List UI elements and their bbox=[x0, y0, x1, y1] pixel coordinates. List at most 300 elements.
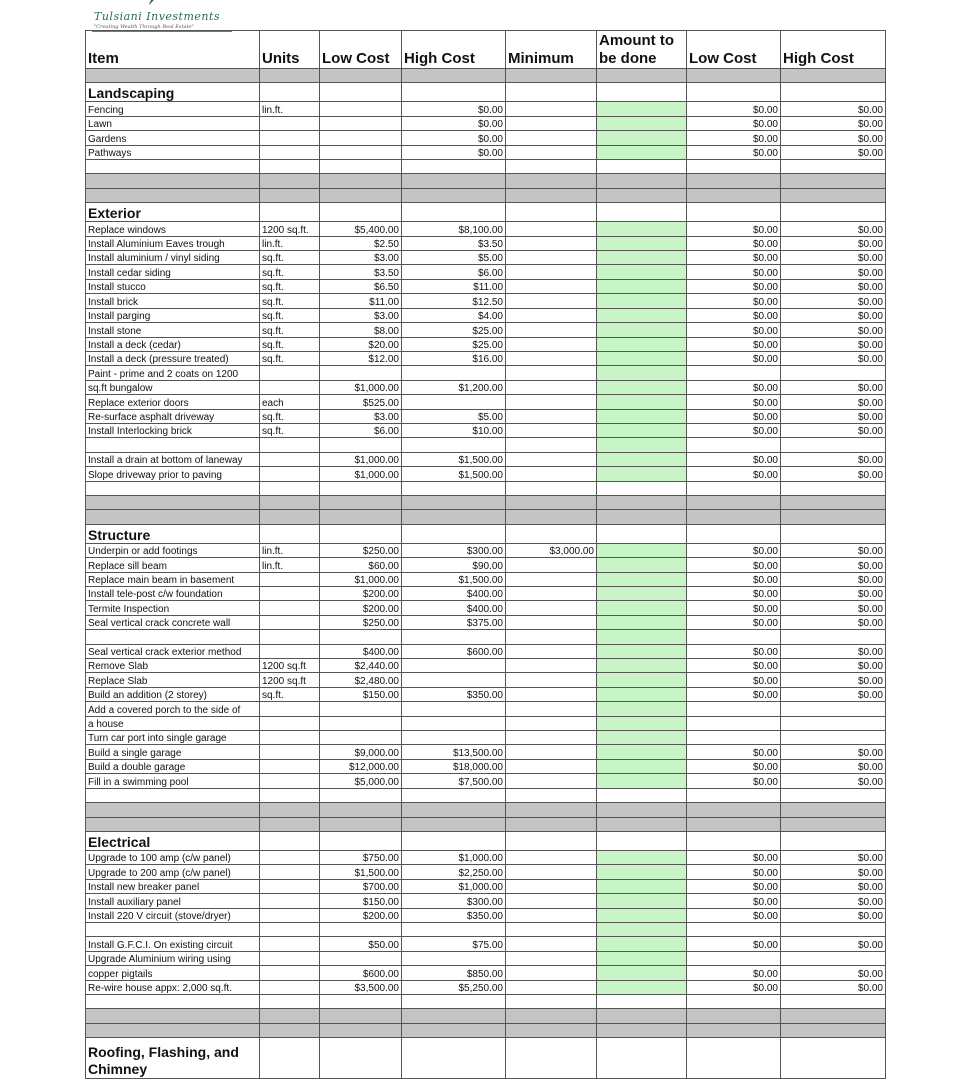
total-low-cell[interactable]: $0.00 bbox=[687, 601, 781, 615]
cell[interactable] bbox=[781, 1023, 886, 1037]
total-low-cell[interactable]: $0.00 bbox=[687, 423, 781, 437]
amount-input-cell[interactable] bbox=[597, 116, 687, 130]
cell[interactable] bbox=[86, 1023, 260, 1037]
amount-input-cell[interactable] bbox=[597, 615, 687, 629]
cell[interactable] bbox=[86, 1009, 260, 1023]
total-high-cell[interactable] bbox=[781, 716, 886, 730]
item-cell[interactable]: Gardens bbox=[86, 131, 260, 145]
cell[interactable] bbox=[86, 994, 260, 1008]
amount-input-cell[interactable] bbox=[597, 351, 687, 365]
cell[interactable] bbox=[402, 83, 506, 102]
total-high-cell[interactable]: $0.00 bbox=[781, 294, 886, 308]
item-cell[interactable]: Replace windows bbox=[86, 222, 260, 236]
low-cost-cell[interactable] bbox=[320, 145, 402, 159]
low-cost-cell[interactable]: $700.00 bbox=[320, 879, 402, 893]
cell[interactable] bbox=[320, 174, 402, 188]
total-high-cell[interactable]: $0.00 bbox=[781, 467, 886, 481]
total-low-cell[interactable]: $0.00 bbox=[687, 308, 781, 322]
units-cell[interactable] bbox=[260, 702, 320, 716]
amount-input-cell[interactable] bbox=[597, 145, 687, 159]
cell[interactable] bbox=[506, 1023, 597, 1037]
cell[interactable] bbox=[506, 69, 597, 83]
low-cost-cell[interactable] bbox=[320, 438, 402, 452]
low-cost-cell[interactable]: $525.00 bbox=[320, 395, 402, 409]
minimum-cell[interactable] bbox=[506, 759, 597, 773]
high-cost-cell[interactable]: $400.00 bbox=[402, 601, 506, 615]
total-low-cell[interactable] bbox=[687, 731, 781, 745]
units-cell[interactable] bbox=[260, 850, 320, 864]
cell[interactable] bbox=[506, 188, 597, 202]
cell[interactable] bbox=[86, 788, 260, 802]
total-high-cell[interactable]: $0.00 bbox=[781, 572, 886, 586]
units-cell[interactable] bbox=[260, 131, 320, 145]
cell[interactable] bbox=[597, 788, 687, 802]
cell[interactable] bbox=[402, 831, 506, 850]
units-cell[interactable]: sq.ft. bbox=[260, 265, 320, 279]
total-high-cell[interactable]: $0.00 bbox=[781, 644, 886, 658]
item-cell[interactable]: sq.ft bungalow bbox=[86, 380, 260, 394]
units-cell[interactable] bbox=[260, 615, 320, 629]
total-high-cell[interactable] bbox=[781, 731, 886, 745]
minimum-cell[interactable] bbox=[506, 222, 597, 236]
high-cost-cell[interactable] bbox=[402, 659, 506, 673]
total-low-cell[interactable]: $0.00 bbox=[687, 659, 781, 673]
minimum-cell[interactable] bbox=[506, 980, 597, 994]
total-high-cell[interactable]: $0.00 bbox=[781, 759, 886, 773]
cell[interactable] bbox=[320, 188, 402, 202]
total-low-cell[interactable]: $0.00 bbox=[687, 980, 781, 994]
units-cell[interactable]: sq.ft. bbox=[260, 294, 320, 308]
cell[interactable] bbox=[687, 188, 781, 202]
amount-input-cell[interactable] bbox=[597, 337, 687, 351]
cell[interactable] bbox=[597, 831, 687, 850]
column-header[interactable]: Units bbox=[260, 31, 320, 69]
cell[interactable] bbox=[402, 803, 506, 817]
item-cell[interactable]: Termite Inspection bbox=[86, 601, 260, 615]
section-title[interactable]: Structure bbox=[86, 524, 260, 543]
low-cost-cell[interactable]: $5,000.00 bbox=[320, 774, 402, 788]
total-low-cell[interactable]: $0.00 bbox=[687, 572, 781, 586]
total-low-cell[interactable]: $0.00 bbox=[687, 966, 781, 980]
amount-input-cell[interactable] bbox=[597, 222, 687, 236]
item-cell[interactable] bbox=[86, 922, 260, 936]
cell[interactable] bbox=[687, 803, 781, 817]
item-cell[interactable]: Remove Slab bbox=[86, 659, 260, 673]
total-low-cell[interactable]: $0.00 bbox=[687, 937, 781, 951]
high-cost-cell[interactable]: $600.00 bbox=[402, 644, 506, 658]
cell[interactable] bbox=[402, 510, 506, 524]
total-low-cell[interactable]: $0.00 bbox=[687, 452, 781, 466]
high-cost-cell[interactable]: $1,000.00 bbox=[402, 879, 506, 893]
high-cost-cell[interactable] bbox=[402, 731, 506, 745]
high-cost-cell[interactable] bbox=[402, 438, 506, 452]
cell[interactable] bbox=[506, 83, 597, 102]
minimum-cell[interactable] bbox=[506, 265, 597, 279]
minimum-cell[interactable] bbox=[506, 879, 597, 893]
high-cost-cell[interactable]: $300.00 bbox=[402, 894, 506, 908]
low-cost-cell[interactable]: $3,500.00 bbox=[320, 980, 402, 994]
total-low-cell[interactable]: $0.00 bbox=[687, 879, 781, 893]
cell[interactable] bbox=[597, 524, 687, 543]
minimum-cell[interactable] bbox=[506, 467, 597, 481]
amount-input-cell[interactable] bbox=[597, 423, 687, 437]
units-cell[interactable] bbox=[260, 116, 320, 130]
cell[interactable] bbox=[597, 495, 687, 509]
amount-input-cell[interactable] bbox=[597, 894, 687, 908]
amount-input-cell[interactable] bbox=[597, 759, 687, 773]
cell[interactable] bbox=[402, 817, 506, 831]
low-cost-cell[interactable]: $1,000.00 bbox=[320, 380, 402, 394]
cell[interactable] bbox=[260, 203, 320, 222]
amount-input-cell[interactable] bbox=[597, 966, 687, 980]
total-low-cell[interactable]: $0.00 bbox=[687, 131, 781, 145]
amount-input-cell[interactable] bbox=[597, 716, 687, 730]
cell[interactable] bbox=[781, 788, 886, 802]
units-cell[interactable] bbox=[260, 966, 320, 980]
high-cost-cell[interactable]: $2,250.00 bbox=[402, 865, 506, 879]
low-cost-cell[interactable]: $3.00 bbox=[320, 251, 402, 265]
cell[interactable] bbox=[320, 83, 402, 102]
cell[interactable] bbox=[402, 481, 506, 495]
units-cell[interactable] bbox=[260, 937, 320, 951]
total-low-cell[interactable]: $0.00 bbox=[687, 337, 781, 351]
low-cost-cell[interactable]: $3.00 bbox=[320, 308, 402, 322]
units-cell[interactable]: 1200 sq.ft bbox=[260, 673, 320, 687]
cell[interactable] bbox=[597, 174, 687, 188]
total-low-cell[interactable] bbox=[687, 951, 781, 965]
minimum-cell[interactable] bbox=[506, 380, 597, 394]
cell[interactable] bbox=[781, 1038, 886, 1079]
item-cell[interactable]: Install Interlocking brick bbox=[86, 423, 260, 437]
cell[interactable] bbox=[86, 69, 260, 83]
cell[interactable] bbox=[320, 803, 402, 817]
cell[interactable] bbox=[402, 994, 506, 1008]
cell[interactable] bbox=[687, 817, 781, 831]
cell[interactable] bbox=[320, 69, 402, 83]
low-cost-cell[interactable]: $1,000.00 bbox=[320, 572, 402, 586]
low-cost-cell[interactable]: $2,480.00 bbox=[320, 673, 402, 687]
item-cell[interactable]: Install a deck (pressure treated) bbox=[86, 351, 260, 365]
item-cell[interactable]: Seal vertical crack exterior method bbox=[86, 644, 260, 658]
total-low-cell[interactable] bbox=[687, 630, 781, 644]
amount-input-cell[interactable] bbox=[597, 687, 687, 701]
units-cell[interactable]: sq.ft. bbox=[260, 351, 320, 365]
cell[interactable] bbox=[260, 481, 320, 495]
low-cost-cell[interactable]: $250.00 bbox=[320, 615, 402, 629]
high-cost-cell[interactable]: $4.00 bbox=[402, 308, 506, 322]
units-cell[interactable] bbox=[260, 759, 320, 773]
minimum-cell[interactable] bbox=[506, 922, 597, 936]
total-high-cell[interactable]: $0.00 bbox=[781, 908, 886, 922]
cell[interactable] bbox=[402, 788, 506, 802]
minimum-cell[interactable] bbox=[506, 894, 597, 908]
cell[interactable] bbox=[597, 188, 687, 202]
units-cell[interactable] bbox=[260, 879, 320, 893]
high-cost-cell[interactable]: $0.00 bbox=[402, 116, 506, 130]
high-cost-cell[interactable] bbox=[402, 951, 506, 965]
total-high-cell[interactable]: $0.00 bbox=[781, 659, 886, 673]
minimum-cell[interactable] bbox=[506, 745, 597, 759]
cell[interactable] bbox=[320, 481, 402, 495]
amount-input-cell[interactable] bbox=[597, 673, 687, 687]
amount-input-cell[interactable] bbox=[597, 587, 687, 601]
high-cost-cell[interactable]: $1,200.00 bbox=[402, 380, 506, 394]
cell[interactable] bbox=[402, 203, 506, 222]
amount-input-cell[interactable] bbox=[597, 745, 687, 759]
units-cell[interactable]: sq.ft. bbox=[260, 279, 320, 293]
item-cell[interactable]: Install parging bbox=[86, 308, 260, 322]
cell[interactable] bbox=[402, 1009, 506, 1023]
cell[interactable] bbox=[781, 994, 886, 1008]
item-cell[interactable]: Install auxiliary panel bbox=[86, 894, 260, 908]
cell[interactable] bbox=[402, 1023, 506, 1037]
cell[interactable] bbox=[687, 831, 781, 850]
item-cell[interactable]: Upgrade to 100 amp (c/w panel) bbox=[86, 850, 260, 864]
amount-input-cell[interactable] bbox=[597, 659, 687, 673]
high-cost-cell[interactable]: $0.00 bbox=[402, 102, 506, 116]
total-high-cell[interactable] bbox=[781, 630, 886, 644]
cell[interactable] bbox=[506, 495, 597, 509]
total-high-cell[interactable]: $0.00 bbox=[781, 850, 886, 864]
amount-input-cell[interactable] bbox=[597, 308, 687, 322]
units-cell[interactable] bbox=[260, 452, 320, 466]
cell[interactable] bbox=[597, 83, 687, 102]
high-cost-cell[interactable] bbox=[402, 716, 506, 730]
high-cost-cell[interactable]: $1,500.00 bbox=[402, 467, 506, 481]
cell[interactable] bbox=[506, 160, 597, 174]
cell[interactable] bbox=[506, 174, 597, 188]
minimum-cell[interactable] bbox=[506, 731, 597, 745]
cell[interactable] bbox=[687, 788, 781, 802]
cell[interactable] bbox=[402, 524, 506, 543]
high-cost-cell[interactable]: $11.00 bbox=[402, 279, 506, 293]
units-cell[interactable] bbox=[260, 630, 320, 644]
item-cell[interactable]: Upgrade to 200 amp (c/w panel) bbox=[86, 865, 260, 879]
total-low-cell[interactable]: $0.00 bbox=[687, 543, 781, 557]
total-low-cell[interactable]: $0.00 bbox=[687, 850, 781, 864]
cell[interactable] bbox=[687, 510, 781, 524]
column-header[interactable]: Low Cost bbox=[320, 31, 402, 69]
amount-input-cell[interactable] bbox=[597, 937, 687, 951]
units-cell[interactable]: sq.ft. bbox=[260, 308, 320, 322]
high-cost-cell[interactable]: $7,500.00 bbox=[402, 774, 506, 788]
cell[interactable] bbox=[260, 495, 320, 509]
low-cost-cell[interactable]: $60.00 bbox=[320, 558, 402, 572]
cell[interactable] bbox=[260, 188, 320, 202]
units-cell[interactable] bbox=[260, 731, 320, 745]
amount-input-cell[interactable] bbox=[597, 395, 687, 409]
cell[interactable] bbox=[781, 803, 886, 817]
high-cost-cell[interactable]: $1,500.00 bbox=[402, 572, 506, 586]
high-cost-cell[interactable]: $375.00 bbox=[402, 615, 506, 629]
item-cell[interactable]: Install brick bbox=[86, 294, 260, 308]
units-cell[interactable] bbox=[260, 908, 320, 922]
minimum-cell[interactable] bbox=[506, 644, 597, 658]
units-cell[interactable] bbox=[260, 980, 320, 994]
total-high-cell[interactable]: $0.00 bbox=[781, 251, 886, 265]
cell[interactable] bbox=[506, 510, 597, 524]
amount-input-cell[interactable] bbox=[597, 951, 687, 965]
minimum-cell[interactable] bbox=[506, 966, 597, 980]
total-low-cell[interactable]: $0.00 bbox=[687, 558, 781, 572]
low-cost-cell[interactable]: $9,000.00 bbox=[320, 745, 402, 759]
minimum-cell[interactable] bbox=[506, 251, 597, 265]
units-cell[interactable]: sq.ft. bbox=[260, 687, 320, 701]
amount-input-cell[interactable] bbox=[597, 438, 687, 452]
total-high-cell[interactable] bbox=[781, 366, 886, 380]
column-header[interactable]: Minimum bbox=[506, 31, 597, 69]
cell[interactable] bbox=[687, 203, 781, 222]
amount-input-cell[interactable] bbox=[597, 850, 687, 864]
high-cost-cell[interactable]: $18,000.00 bbox=[402, 759, 506, 773]
item-cell[interactable]: Install stone bbox=[86, 323, 260, 337]
total-high-cell[interactable]: $0.00 bbox=[781, 351, 886, 365]
item-cell[interactable]: Install aluminium / vinyl siding bbox=[86, 251, 260, 265]
item-cell[interactable]: Install G.F.C.I. On existing circuit bbox=[86, 937, 260, 951]
cell[interactable] bbox=[320, 994, 402, 1008]
minimum-cell[interactable] bbox=[506, 294, 597, 308]
amount-input-cell[interactable] bbox=[597, 774, 687, 788]
cell[interactable] bbox=[86, 174, 260, 188]
high-cost-cell[interactable]: $16.00 bbox=[402, 351, 506, 365]
minimum-cell[interactable] bbox=[506, 438, 597, 452]
cell[interactable] bbox=[260, 83, 320, 102]
low-cost-cell[interactable]: $12.00 bbox=[320, 351, 402, 365]
cell[interactable] bbox=[597, 994, 687, 1008]
high-cost-cell[interactable]: $350.00 bbox=[402, 908, 506, 922]
column-header[interactable]: High Cost bbox=[402, 31, 506, 69]
cell[interactable] bbox=[260, 1038, 320, 1079]
cell[interactable] bbox=[781, 524, 886, 543]
amount-input-cell[interactable] bbox=[597, 558, 687, 572]
item-cell[interactable]: Install a drain at bottom of laneway bbox=[86, 452, 260, 466]
total-high-cell[interactable]: $0.00 bbox=[781, 601, 886, 615]
units-cell[interactable]: sq.ft. bbox=[260, 409, 320, 423]
minimum-cell[interactable] bbox=[506, 452, 597, 466]
units-cell[interactable] bbox=[260, 366, 320, 380]
total-high-cell[interactable]: $0.00 bbox=[781, 323, 886, 337]
units-cell[interactable] bbox=[260, 716, 320, 730]
total-low-cell[interactable] bbox=[687, 702, 781, 716]
high-cost-cell[interactable]: $75.00 bbox=[402, 937, 506, 951]
cell[interactable] bbox=[687, 1009, 781, 1023]
minimum-cell[interactable] bbox=[506, 323, 597, 337]
minimum-cell[interactable] bbox=[506, 409, 597, 423]
column-header[interactable]: High Cost bbox=[781, 31, 886, 69]
column-header[interactable]: Item bbox=[86, 31, 260, 69]
total-high-cell[interactable]: $0.00 bbox=[781, 279, 886, 293]
minimum-cell[interactable] bbox=[506, 937, 597, 951]
cell[interactable] bbox=[320, 160, 402, 174]
total-low-cell[interactable] bbox=[687, 366, 781, 380]
units-cell[interactable]: sq.ft. bbox=[260, 323, 320, 337]
total-high-cell[interactable] bbox=[781, 951, 886, 965]
minimum-cell[interactable] bbox=[506, 850, 597, 864]
amount-input-cell[interactable] bbox=[597, 380, 687, 394]
cell[interactable] bbox=[781, 174, 886, 188]
item-cell[interactable]: Underpin or add footings bbox=[86, 543, 260, 557]
total-high-cell[interactable]: $0.00 bbox=[781, 966, 886, 980]
units-cell[interactable]: sq.ft. bbox=[260, 423, 320, 437]
cell[interactable] bbox=[506, 994, 597, 1008]
cell[interactable] bbox=[260, 1023, 320, 1037]
total-high-cell[interactable]: $0.00 bbox=[781, 423, 886, 437]
cell[interactable] bbox=[86, 803, 260, 817]
low-cost-cell[interactable] bbox=[320, 630, 402, 644]
total-low-cell[interactable]: $0.00 bbox=[687, 380, 781, 394]
cell[interactable] bbox=[781, 495, 886, 509]
item-cell[interactable] bbox=[86, 438, 260, 452]
total-low-cell[interactable]: $0.00 bbox=[687, 644, 781, 658]
total-high-cell[interactable]: $0.00 bbox=[781, 543, 886, 557]
amount-input-cell[interactable] bbox=[597, 644, 687, 658]
total-high-cell[interactable]: $0.00 bbox=[781, 395, 886, 409]
cell[interactable] bbox=[687, 174, 781, 188]
total-low-cell[interactable]: $0.00 bbox=[687, 587, 781, 601]
amount-input-cell[interactable] bbox=[597, 731, 687, 745]
cell[interactable] bbox=[320, 1009, 402, 1023]
amount-input-cell[interactable] bbox=[597, 908, 687, 922]
item-cell[interactable] bbox=[86, 630, 260, 644]
total-low-cell[interactable] bbox=[687, 438, 781, 452]
item-cell[interactable]: Build an addition (2 storey) bbox=[86, 687, 260, 701]
units-cell[interactable]: lin.ft. bbox=[260, 558, 320, 572]
high-cost-cell[interactable]: $6.00 bbox=[402, 265, 506, 279]
units-cell[interactable] bbox=[260, 644, 320, 658]
cell[interactable] bbox=[260, 817, 320, 831]
high-cost-cell[interactable] bbox=[402, 366, 506, 380]
low-cost-cell[interactable]: $200.00 bbox=[320, 908, 402, 922]
units-cell[interactable]: lin.ft. bbox=[260, 236, 320, 250]
cell[interactable] bbox=[597, 1009, 687, 1023]
total-low-cell[interactable]: $0.00 bbox=[687, 294, 781, 308]
low-cost-cell[interactable]: $8.00 bbox=[320, 323, 402, 337]
high-cost-cell[interactable]: $350.00 bbox=[402, 687, 506, 701]
total-low-cell[interactable]: $0.00 bbox=[687, 222, 781, 236]
minimum-cell[interactable] bbox=[506, 687, 597, 701]
low-cost-cell[interactable]: $150.00 bbox=[320, 894, 402, 908]
cell[interactable] bbox=[260, 510, 320, 524]
item-cell[interactable]: Upgrade Aluminium wiring using bbox=[86, 951, 260, 965]
total-high-cell[interactable]: $0.00 bbox=[781, 236, 886, 250]
total-low-cell[interactable]: $0.00 bbox=[687, 673, 781, 687]
total-low-cell[interactable]: $0.00 bbox=[687, 236, 781, 250]
cell[interactable] bbox=[506, 524, 597, 543]
low-cost-cell[interactable]: $1,000.00 bbox=[320, 467, 402, 481]
cell[interactable] bbox=[320, 203, 402, 222]
minimum-cell[interactable] bbox=[506, 716, 597, 730]
cell[interactable] bbox=[597, 203, 687, 222]
high-cost-cell[interactable]: $5,250.00 bbox=[402, 980, 506, 994]
item-cell[interactable]: copper pigtails bbox=[86, 966, 260, 980]
cell[interactable] bbox=[402, 69, 506, 83]
minimum-cell[interactable] bbox=[506, 116, 597, 130]
total-low-cell[interactable]: $0.00 bbox=[687, 467, 781, 481]
high-cost-cell[interactable]: $13,500.00 bbox=[402, 745, 506, 759]
cell[interactable] bbox=[402, 174, 506, 188]
total-low-cell[interactable]: $0.00 bbox=[687, 145, 781, 159]
amount-input-cell[interactable] bbox=[597, 879, 687, 893]
cell[interactable] bbox=[687, 1038, 781, 1079]
high-cost-cell[interactable]: $25.00 bbox=[402, 337, 506, 351]
total-low-cell[interactable]: $0.00 bbox=[687, 615, 781, 629]
high-cost-cell[interactable] bbox=[402, 673, 506, 687]
cell[interactable] bbox=[260, 788, 320, 802]
total-high-cell[interactable]: $0.00 bbox=[781, 380, 886, 394]
total-high-cell[interactable]: $0.00 bbox=[781, 308, 886, 322]
low-cost-cell[interactable]: $12,000.00 bbox=[320, 759, 402, 773]
low-cost-cell[interactable]: $1,500.00 bbox=[320, 865, 402, 879]
